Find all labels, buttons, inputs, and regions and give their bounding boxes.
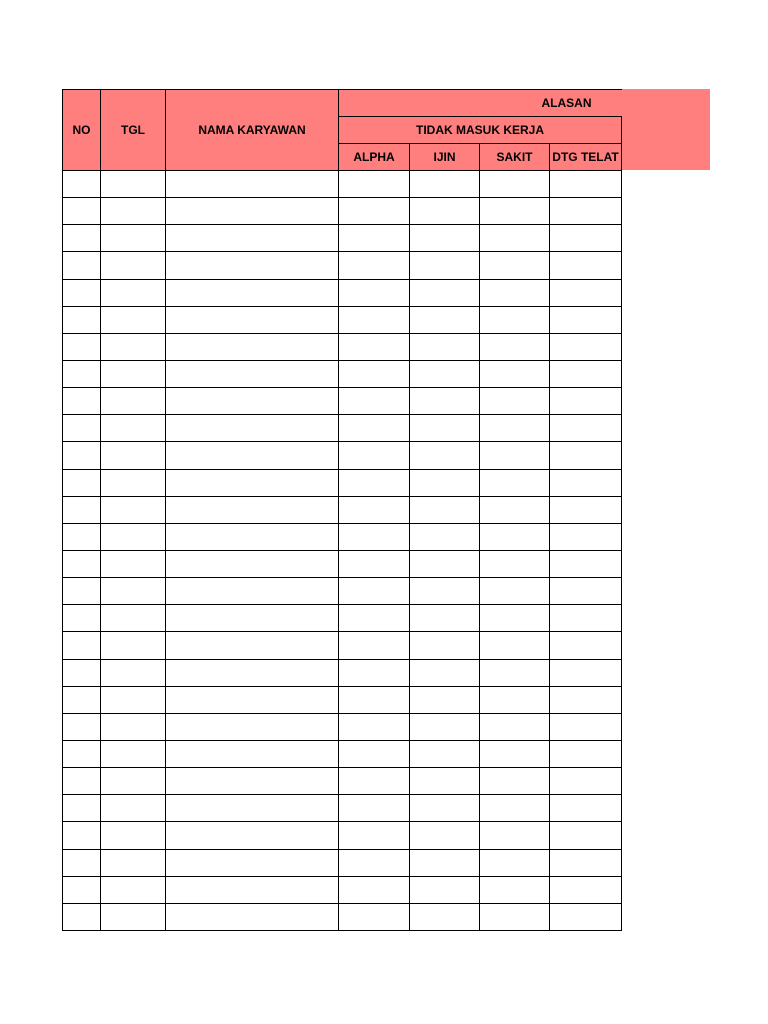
- cell-nama-karyawan[interactable]: [166, 578, 339, 605]
- cell-no[interactable]: [63, 768, 101, 795]
- header-nama-karyawan: NAMA KARYAWAN: [166, 90, 339, 171]
- cell-alpha[interactable]: [339, 768, 410, 795]
- cell-dtg-telat[interactable]: [550, 605, 622, 632]
- cell-tgl[interactable]: [101, 388, 166, 415]
- cell-ijin[interactable]: [410, 442, 480, 469]
- table-row: [63, 903, 622, 930]
- header-alasan: ALASAN: [339, 90, 622, 117]
- cell-alpha[interactable]: [339, 686, 410, 713]
- cell-no[interactable]: [63, 659, 101, 686]
- cell-alpha[interactable]: [339, 415, 410, 442]
- cell-nama-karyawan[interactable]: [166, 903, 339, 930]
- table-row: [63, 279, 622, 306]
- table-row: [63, 523, 622, 550]
- cell-ijin[interactable]: [410, 360, 480, 387]
- cell-dtg-telat[interactable]: [550, 659, 622, 686]
- cell-ijin[interactable]: [410, 713, 480, 740]
- cell-nama-karyawan[interactable]: [166, 171, 339, 198]
- cell-sakit[interactable]: [480, 442, 550, 469]
- attendance-table: [62, 89, 622, 931]
- cell-sakit[interactable]: [480, 198, 550, 225]
- cell-ijin[interactable]: [410, 279, 480, 306]
- cell-tgl[interactable]: [101, 740, 166, 767]
- cell-alpha[interactable]: [339, 333, 410, 360]
- table-row: [63, 415, 622, 442]
- header-fill-extension: [621, 89, 710, 170]
- cell-ijin[interactable]: [410, 496, 480, 523]
- cell-ijin[interactable]: [410, 903, 480, 930]
- cell-no[interactable]: [63, 740, 101, 767]
- cell-ijin[interactable]: [410, 333, 480, 360]
- cell-no[interactable]: [63, 469, 101, 496]
- cell-dtg-telat[interactable]: [550, 252, 622, 279]
- cell-alpha[interactable]: [339, 849, 410, 876]
- cell-tgl[interactable]: [101, 659, 166, 686]
- cell-dtg-telat[interactable]: [550, 550, 622, 577]
- cell-sakit[interactable]: [480, 279, 550, 306]
- cell-ijin[interactable]: [410, 849, 480, 876]
- cell-nama-karyawan[interactable]: [166, 768, 339, 795]
- cell-ijin[interactable]: [410, 469, 480, 496]
- cell-alpha[interactable]: [339, 171, 410, 198]
- cell-nama-karyawan[interactable]: [166, 279, 339, 306]
- cell-alpha[interactable]: [339, 903, 410, 930]
- cell-nama-karyawan[interactable]: [166, 659, 339, 686]
- table-row: [63, 252, 622, 279]
- cell-dtg-telat[interactable]: [550, 903, 622, 930]
- cell-sakit[interactable]: [480, 795, 550, 822]
- cell-sakit[interactable]: [480, 225, 550, 252]
- table-row: [63, 822, 622, 849]
- cell-tgl[interactable]: [101, 822, 166, 849]
- cell-no[interactable]: [63, 523, 101, 550]
- cell-ijin[interactable]: [410, 605, 480, 632]
- header-dtg-telat: DTG TELAT: [550, 144, 622, 171]
- cell-alpha[interactable]: [339, 578, 410, 605]
- cell-dtg-telat[interactable]: [550, 496, 622, 523]
- table-row: [63, 360, 622, 387]
- cell-alpha[interactable]: [339, 713, 410, 740]
- header-tgl: TGL: [101, 90, 166, 171]
- cell-nama-karyawan[interactable]: [166, 632, 339, 659]
- cell-alpha[interactable]: [339, 795, 410, 822]
- cell-tgl[interactable]: [101, 605, 166, 632]
- table-row: [63, 442, 622, 469]
- cell-alpha[interactable]: [339, 360, 410, 387]
- cell-nama-karyawan[interactable]: [166, 605, 339, 632]
- cell-sakit[interactable]: [480, 903, 550, 930]
- cell-no[interactable]: [63, 198, 101, 225]
- cell-tgl[interactable]: [101, 523, 166, 550]
- cell-tgl[interactable]: [101, 849, 166, 876]
- cell-ijin[interactable]: [410, 632, 480, 659]
- cell-alpha[interactable]: [339, 822, 410, 849]
- cell-dtg-telat[interactable]: [550, 333, 622, 360]
- cell-no[interactable]: [63, 713, 101, 740]
- cell-sakit[interactable]: [480, 252, 550, 279]
- cell-dtg-telat[interactable]: [550, 740, 622, 767]
- cell-ijin[interactable]: [410, 686, 480, 713]
- header-tidak-masuk-kerja: TIDAK MASUK KERJA: [339, 117, 622, 144]
- cell-no[interactable]: [63, 225, 101, 252]
- cell-sakit[interactable]: [480, 306, 550, 333]
- cell-dtg-telat[interactable]: [550, 795, 622, 822]
- cell-tgl[interactable]: [101, 768, 166, 795]
- cell-sakit[interactable]: [480, 605, 550, 632]
- cell-tgl[interactable]: [101, 713, 166, 740]
- header-sakit: SAKIT: [480, 144, 550, 171]
- cell-dtg-telat[interactable]: [550, 876, 622, 903]
- cell-tgl[interactable]: [101, 876, 166, 903]
- cell-tgl[interactable]: [101, 252, 166, 279]
- cell-alpha[interactable]: [339, 496, 410, 523]
- cell-sakit[interactable]: [480, 659, 550, 686]
- cell-sakit[interactable]: [480, 496, 550, 523]
- cell-tgl[interactable]: [101, 442, 166, 469]
- cell-no[interactable]: [63, 279, 101, 306]
- cell-nama-karyawan[interactable]: [166, 198, 339, 225]
- cell-tgl[interactable]: [101, 578, 166, 605]
- cell-no[interactable]: [63, 360, 101, 387]
- cell-nama-karyawan[interactable]: [166, 360, 339, 387]
- cell-no[interactable]: [63, 632, 101, 659]
- cell-sakit[interactable]: [480, 550, 550, 577]
- cell-tgl[interactable]: [101, 279, 166, 306]
- cell-no[interactable]: [63, 849, 101, 876]
- header-alpha: ALPHA: [339, 144, 410, 171]
- cell-no[interactable]: [63, 415, 101, 442]
- cell-ijin[interactable]: [410, 415, 480, 442]
- cell-alpha[interactable]: [339, 388, 410, 415]
- cell-nama-karyawan[interactable]: [166, 876, 339, 903]
- cell-dtg-telat[interactable]: [550, 768, 622, 795]
- cell-ijin[interactable]: [410, 252, 480, 279]
- cell-alpha[interactable]: [339, 659, 410, 686]
- cell-no[interactable]: [63, 388, 101, 415]
- cell-no[interactable]: [63, 876, 101, 903]
- cell-ijin[interactable]: [410, 659, 480, 686]
- cell-dtg-telat[interactable]: [550, 360, 622, 387]
- cell-alpha[interactable]: [339, 442, 410, 469]
- cell-dtg-telat[interactable]: [550, 578, 622, 605]
- cell-alpha[interactable]: [339, 306, 410, 333]
- table-row: [63, 171, 622, 198]
- cell-alpha[interactable]: [339, 632, 410, 659]
- cell-tgl[interactable]: [101, 496, 166, 523]
- cell-sakit[interactable]: [480, 388, 550, 415]
- cell-sakit[interactable]: [480, 768, 550, 795]
- cell-sakit[interactable]: [480, 523, 550, 550]
- cell-tgl[interactable]: [101, 360, 166, 387]
- cell-tgl[interactable]: [101, 198, 166, 225]
- cell-sakit[interactable]: [480, 360, 550, 387]
- cell-sakit[interactable]: [480, 740, 550, 767]
- cell-nama-karyawan[interactable]: [166, 740, 339, 767]
- cell-sakit[interactable]: [480, 171, 550, 198]
- cell-dtg-telat[interactable]: [550, 632, 622, 659]
- cell-alpha[interactable]: [339, 523, 410, 550]
- cell-sakit[interactable]: [480, 849, 550, 876]
- cell-alpha[interactable]: [339, 550, 410, 577]
- cell-tgl[interactable]: [101, 795, 166, 822]
- cell-no[interactable]: [63, 333, 101, 360]
- cell-ijin[interactable]: [410, 795, 480, 822]
- cell-alpha[interactable]: [339, 876, 410, 903]
- table-row: [63, 496, 622, 523]
- cell-sakit[interactable]: [480, 876, 550, 903]
- cell-tgl[interactable]: [101, 171, 166, 198]
- table-row: [63, 795, 622, 822]
- cell-ijin[interactable]: [410, 768, 480, 795]
- cell-no[interactable]: [63, 686, 101, 713]
- cell-dtg-telat[interactable]: [550, 225, 622, 252]
- cell-nama-karyawan[interactable]: [166, 496, 339, 523]
- cell-tgl[interactable]: [101, 306, 166, 333]
- cell-nama-karyawan[interactable]: [166, 550, 339, 577]
- cell-ijin[interactable]: [410, 578, 480, 605]
- cell-tgl[interactable]: [101, 550, 166, 577]
- cell-alpha[interactable]: [339, 198, 410, 225]
- cell-no[interactable]: [63, 306, 101, 333]
- cell-no[interactable]: [63, 795, 101, 822]
- table-row: [63, 578, 622, 605]
- cell-sakit[interactable]: [480, 822, 550, 849]
- cell-tgl[interactable]: [101, 333, 166, 360]
- cell-ijin[interactable]: [410, 523, 480, 550]
- cell-sakit[interactable]: [480, 713, 550, 740]
- cell-dtg-telat[interactable]: [550, 198, 622, 225]
- cell-no[interactable]: [63, 252, 101, 279]
- cell-ijin[interactable]: [410, 550, 480, 577]
- cell-nama-karyawan[interactable]: [166, 713, 339, 740]
- cell-dtg-telat[interactable]: [550, 442, 622, 469]
- cell-no[interactable]: [63, 605, 101, 632]
- header-no: NO: [63, 90, 101, 171]
- cell-tgl[interactable]: [101, 225, 166, 252]
- cell-nama-karyawan[interactable]: [166, 469, 339, 496]
- cell-alpha[interactable]: [339, 469, 410, 496]
- cell-no[interactable]: [63, 578, 101, 605]
- cell-ijin[interactable]: [410, 306, 480, 333]
- cell-dtg-telat[interactable]: [550, 415, 622, 442]
- cell-alpha[interactable]: [339, 605, 410, 632]
- cell-no[interactable]: [63, 496, 101, 523]
- cell-dtg-telat[interactable]: [550, 306, 622, 333]
- cell-no[interactable]: [63, 903, 101, 930]
- table-row: [63, 333, 622, 360]
- cell-alpha[interactable]: [339, 225, 410, 252]
- cell-sakit[interactable]: [480, 415, 550, 442]
- table-row: [63, 198, 622, 225]
- table-row: [63, 388, 622, 415]
- cell-nama-karyawan[interactable]: [166, 523, 339, 550]
- cell-ijin[interactable]: [410, 198, 480, 225]
- cell-no[interactable]: [63, 550, 101, 577]
- cell-alpha[interactable]: [339, 252, 410, 279]
- cell-nama-karyawan[interactable]: [166, 306, 339, 333]
- cell-nama-karyawan[interactable]: [166, 333, 339, 360]
- cell-dtg-telat[interactable]: [550, 686, 622, 713]
- cell-nama-karyawan[interactable]: [166, 442, 339, 469]
- table-row: [63, 306, 622, 333]
- table-row: [63, 740, 622, 767]
- cell-tgl[interactable]: [101, 686, 166, 713]
- header-ijin: IJIN: [410, 144, 480, 171]
- cell-nama-karyawan[interactable]: [166, 795, 339, 822]
- cell-nama-karyawan[interactable]: [166, 686, 339, 713]
- cell-ijin[interactable]: [410, 876, 480, 903]
- cell-ijin[interactable]: [410, 171, 480, 198]
- table-row: [63, 686, 622, 713]
- cell-no[interactable]: [63, 171, 101, 198]
- cell-sakit[interactable]: [480, 578, 550, 605]
- cell-nama-karyawan[interactable]: [166, 388, 339, 415]
- cell-ijin[interactable]: [410, 225, 480, 252]
- table-row: [63, 225, 622, 252]
- table-row: [63, 469, 622, 496]
- table-body: [63, 171, 622, 931]
- cell-nama-karyawan[interactable]: [166, 252, 339, 279]
- cell-dtg-telat[interactable]: [550, 469, 622, 496]
- cell-tgl[interactable]: [101, 903, 166, 930]
- cell-dtg-telat[interactable]: [550, 388, 622, 415]
- table-row: [63, 605, 622, 632]
- table-row: [63, 849, 622, 876]
- cell-sakit[interactable]: [480, 686, 550, 713]
- cell-sakit[interactable]: [480, 333, 550, 360]
- cell-nama-karyawan[interactable]: [166, 415, 339, 442]
- table-row: [63, 632, 622, 659]
- cell-dtg-telat[interactable]: [550, 171, 622, 198]
- table-row: [63, 659, 622, 686]
- cell-tgl[interactable]: [101, 632, 166, 659]
- table-row: [63, 876, 622, 903]
- cell-no[interactable]: [63, 822, 101, 849]
- cell-dtg-telat[interactable]: [550, 849, 622, 876]
- cell-dtg-telat[interactable]: [550, 523, 622, 550]
- cell-nama-karyawan[interactable]: [166, 849, 339, 876]
- cell-tgl[interactable]: [101, 469, 166, 496]
- table-header: [63, 90, 622, 171]
- table-row: [63, 768, 622, 795]
- cell-ijin[interactable]: [410, 388, 480, 415]
- cell-nama-karyawan[interactable]: [166, 822, 339, 849]
- table-row: [63, 713, 622, 740]
- table-row: [63, 550, 622, 577]
- cell-ijin[interactable]: [410, 822, 480, 849]
- cell-dtg-telat[interactable]: [550, 822, 622, 849]
- cell-dtg-telat[interactable]: [550, 713, 622, 740]
- cell-ijin[interactable]: [410, 740, 480, 767]
- cell-dtg-telat[interactable]: [550, 279, 622, 306]
- cell-nama-karyawan[interactable]: [166, 225, 339, 252]
- cell-sakit[interactable]: [480, 469, 550, 496]
- cell-sakit[interactable]: [480, 632, 550, 659]
- cell-no[interactable]: [63, 442, 101, 469]
- cell-alpha[interactable]: [339, 279, 410, 306]
- cell-tgl[interactable]: [101, 415, 166, 442]
- cell-alpha[interactable]: [339, 740, 410, 767]
